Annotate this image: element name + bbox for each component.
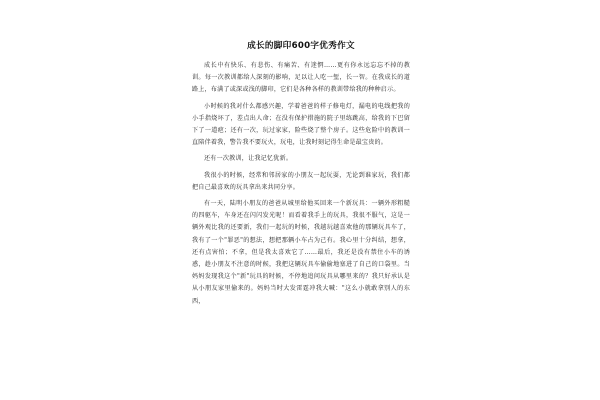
paragraph: 小时候的我对什么都感兴趣，学着爸爸的样子修电灯，漏电的电线把我的小手指烧坏了，差点出人命；在没有保护措施的院子里练跳高，给我的下巴留下了一道疤；还有一次，玩过家家，险些烧了整个房子。这些危险中的教训一直陪伴着我，警告我不要玩火，玩电，让我时刻记得生命是最宝贵的。 <box>192 102 410 147</box>
paragraph: 成长中有快乐、有悲伤、有痛苦、有迷惘……更有你永远忘忘不掉的教训。每一次教训都给人深刻的影响，足以让人吃一堑，长一智。在我成长的道路上，布满了或深或浅的脚印，它们是各种各样的教训带给我的种种启示。 <box>192 62 410 94</box>
article-title: 成长的脚印600字优秀作文 <box>247 41 355 51</box>
paragraph: 我很小的时候，经常和邻居家的小朋友一起玩耍，无论到谁家玩，我们都把自己最喜欢的玩具拿出来共同分享。 <box>192 171 410 191</box>
article-body <box>192 40 410 312</box>
paragraph: 还有一次教训，让我记忆犹新。 <box>204 155 293 163</box>
paragraph: 有一天，陆明小朋友的爸爸从城里给他买回来一个新玩具：一辆外形粗糙的四驱车，车身还在闪闪发光呢！而看着我手上的玩具，我很不服气，这是一辆外观比我的还要新，我们一起玩的时候，我越玩越喜欢他的那辆玩具车了，我有了一个"罪恶"的想法，想把那辆小车占为己有。我心里十分纠结，想拿，还有点害怕；不拿，但是我太喜欢它了……最后，我还是没有禁住小车的诱惑，趁小朋友不注意的时候，我把这辆玩具车偷偷地塞进了自己的口袋里。当妈妈发现我这个"新"玩具的时候，不停地追问玩具从哪里来的？我只好承认是从小朋友家里偷来的。妈妈当时大发雷霆冲我大喊："这么小就敢拿别人的东西， <box>192 200 410 305</box>
